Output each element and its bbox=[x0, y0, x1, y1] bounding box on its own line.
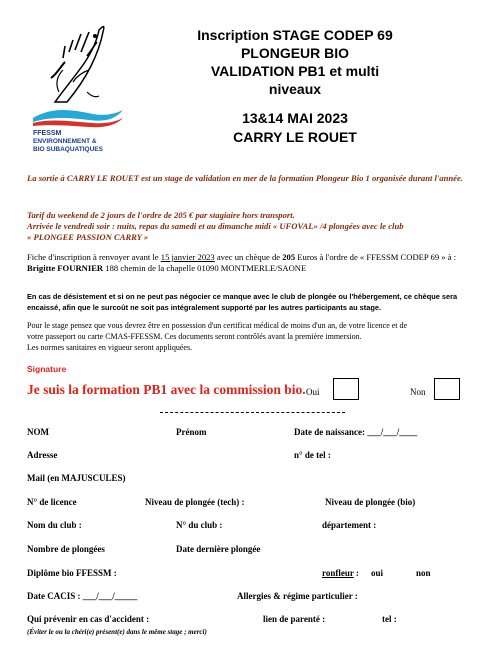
event-location: CARRY LE ROUET bbox=[233, 129, 357, 145]
title-line-1: Inscription STAGE CODEP 69 bbox=[197, 27, 393, 43]
desistement-warning: En cas de désistement et si on ne peut pas négocier ce manque avec le club de plongée ou l'hébergement, ce chèque sera encaissé, afin que le surcoût ne soit pas intégralement supporté par les autres participants au stage. bbox=[27, 292, 458, 312]
departement-field[interactable]: département : bbox=[322, 520, 377, 530]
logo-subtitle-2: BIO SUBAQUATIQUES bbox=[33, 146, 103, 153]
inscription-part-2: avec un chèque de bbox=[214, 252, 283, 262]
recipient-address: 188 chemin de la chapelle 01090 MONTMERLE/SAONE bbox=[103, 263, 307, 273]
signature-label: Signature bbox=[27, 364, 67, 374]
accident-note: (Éviter le ou la chéri(e) présent(e) dans le même stage ; merci) bbox=[27, 628, 207, 636]
documents-line-3: Les normes sanitaires en vigueur seront appliquées. bbox=[27, 343, 193, 352]
inscription-text bbox=[27, 252, 475, 274]
cacis-field[interactable]: Date CACIS : ___/___/_____ bbox=[27, 591, 138, 601]
prenom-field[interactable]: Prénom bbox=[176, 427, 207, 437]
amount: 205 bbox=[282, 252, 296, 262]
contact-tel-field[interactable]: tel : bbox=[382, 614, 397, 624]
title-line-4: niveaux bbox=[268, 81, 322, 97]
documents-line-2: votre passeport ou carte CMAS-FFESSM. Ces documents seront contrôlés avant la première immersion. bbox=[27, 332, 362, 341]
club-field[interactable]: Nom du club : bbox=[27, 520, 82, 530]
documents-line-1: Pour le stage pensez que vous devrez être en possession d'un certificat médical de moins d'un an, de votre licence et de bbox=[27, 321, 408, 330]
title-line-3: VALIDATION PB1 et multi bbox=[210, 63, 380, 79]
title-line-2: PLONGEUR BIO bbox=[240, 45, 350, 61]
intro-paragraph: La sortie à CARRY LE ROUET est un stage de validation en mer de la formation Plongeur Bio 1 organisée durant l'année. bbox=[27, 173, 463, 183]
commission-statement: Je suis la formation PB1 avec la commission bio. bbox=[27, 382, 306, 397]
nudibranch-illustration bbox=[47, 22, 107, 107]
tel-field[interactable]: n° de tel : bbox=[294, 450, 331, 460]
derniere-plongee-field[interactable]: Date dernière plongée bbox=[176, 544, 261, 554]
tarif-line-1: Tarif du weekend de 2 jours de l'ordre de 205 € par stagiaire hors transport. bbox=[27, 210, 295, 220]
tarif-line-2: Arrivée le vendredi soir : nuits, repas du samedi et au dimanche midi « UFOVAL» /4 plongées avec le club bbox=[27, 221, 404, 231]
ronfleur-label: ronfleur bbox=[322, 568, 354, 578]
event-date: 13&14 MAI 2023 bbox=[242, 110, 348, 126]
ronfleur-oui-option[interactable]: oui bbox=[371, 568, 384, 578]
mail-field[interactable]: Mail (en MAJUSCULES) bbox=[27, 473, 126, 483]
deadline: 15 janvier 2023 bbox=[160, 252, 215, 262]
separator-line bbox=[160, 412, 345, 413]
inscription-part-3: Euros à l'ordre de « FFESSM CODEP 69 » à : bbox=[295, 252, 457, 262]
licence-field[interactable]: N° de licence bbox=[27, 497, 77, 507]
date-naissance-field[interactable]: Date de naissance: ___/___/____ bbox=[294, 427, 418, 437]
recipient-name: Brigitte FOURNIER bbox=[27, 263, 104, 273]
num-club-field[interactable]: N° du club : bbox=[176, 520, 223, 530]
logo-subtitle-1: ENVIRONNEMENT & bbox=[33, 138, 97, 145]
diplome-field[interactable]: Diplôme bio FFESSM : bbox=[27, 568, 117, 578]
oui-checkbox[interactable] bbox=[333, 378, 359, 400]
parente-field[interactable]: lien de parenté : bbox=[263, 614, 326, 624]
niveau-bio-field[interactable]: Niveau de plongée (bio) bbox=[325, 497, 416, 507]
oui-label: Oui bbox=[306, 387, 320, 397]
nb-plongees-field[interactable]: Nombre de plongées bbox=[27, 544, 105, 554]
ronfleur-colon: : bbox=[353, 568, 359, 578]
adresse-field[interactable]: Adresse bbox=[27, 450, 58, 460]
logo-brand: FFESSM bbox=[33, 130, 62, 137]
niveau-tech-field[interactable]: Niveau de plongée (tech) : bbox=[145, 497, 245, 507]
allergies-field[interactable]: Allergies & régime particulier : bbox=[237, 591, 358, 601]
accident-contact-field[interactable]: Qui prévenir en cas d'accident : bbox=[27, 614, 150, 624]
ronfleur-field[interactable] bbox=[322, 568, 359, 578]
inscription-part-1: Fiche d'inscription à renvoyer avant le bbox=[27, 252, 161, 262]
nom-field[interactable]: NOM bbox=[27, 427, 49, 437]
logo bbox=[25, 22, 145, 157]
non-checkbox[interactable] bbox=[434, 378, 460, 400]
non-label: Non bbox=[410, 387, 426, 397]
wave-logo-icon bbox=[33, 108, 123, 128]
tarif-line-3: « PLONGEE PASSION CARRY » bbox=[27, 232, 149, 242]
ronfleur-non-option[interactable]: non bbox=[416, 568, 431, 578]
